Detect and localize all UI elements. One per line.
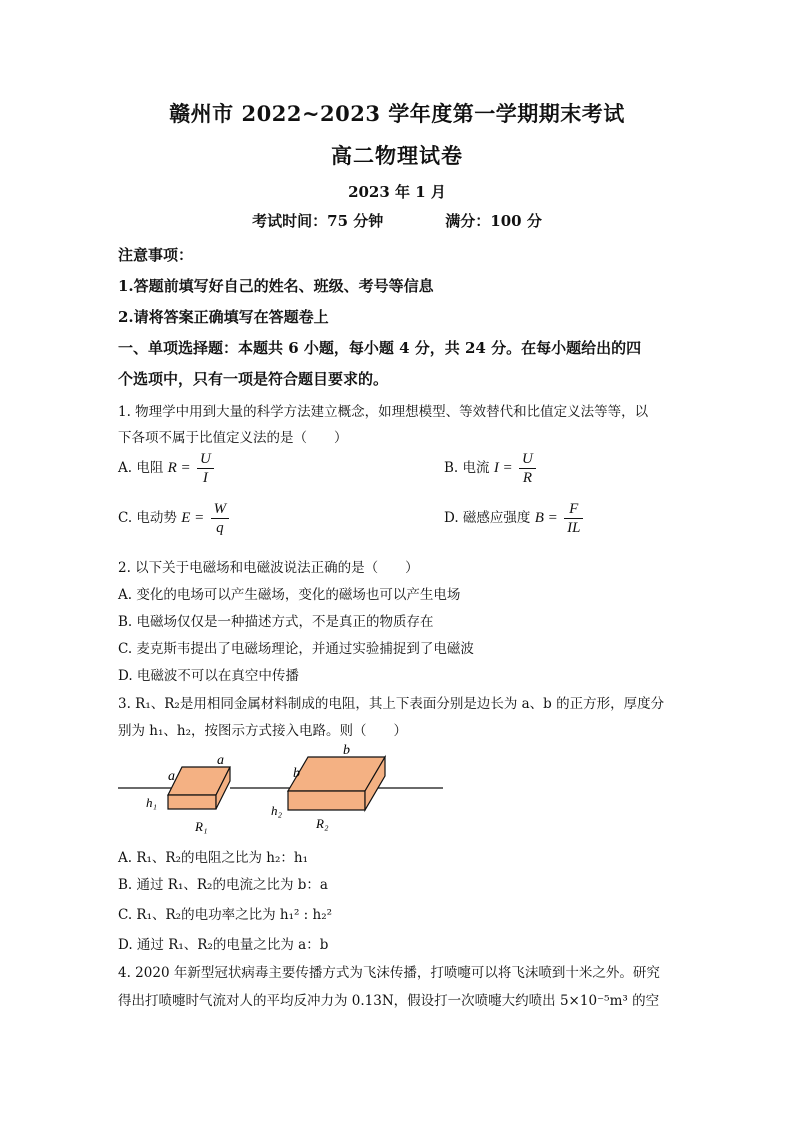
- q1-option-a: A. 电阻 R = $\frac{U}{I}$: [118, 450, 214, 487]
- section1-heading-line1: 一、单项选择题：本题共 6 小题，每小题 4 分，共 24 分。在每小题给出的四: [118, 339, 642, 357]
- q3-resistor-diagram: [118, 740, 448, 840]
- q1-stem-line1: 1. 物理学中用到大量的科学方法建立概念，如理想模型、等效替代和比值定义法等等，以: [118, 404, 649, 420]
- q2-option-d: D. 电磁波不可以在真空中传播: [118, 668, 299, 684]
- label-r2: R₂: [316, 816, 329, 831]
- label-a-top: a: [217, 753, 224, 768]
- exam-title: 赣州市 2022~2023 学年度第一学期期末考试: [169, 101, 625, 126]
- q3-stem-line2: 别为 h₁、h₂，按图示方式接入电路。则（ ）: [118, 723, 408, 739]
- q1-stem-line2: 下各项不属于比值定义法的是（ ）: [118, 430, 348, 446]
- exam-date: 2023 年 1 月: [348, 183, 446, 201]
- q3-option-a: A. R₁、R₂的电阻之比为 h₂：h₁: [118, 850, 308, 866]
- label-h2: h₂: [271, 803, 283, 818]
- q3-stem-line1: 3. R₁、R₂是用相同金属材料制成的电阻，其上下表面分别是边长为 a、b 的正方形，厚度分: [118, 696, 665, 712]
- q2-stem: 2. 以下关于电磁场和电磁波说法正确的是（ ）: [118, 560, 419, 576]
- label-r1: R₁: [195, 819, 208, 834]
- q4-stem-line2: 得出打喷嚏时气流对人的平均反冲力为 0.13N，假设打一次喷嚏大约喷出 5×10⁻⁵m³ 的空: [118, 993, 660, 1009]
- q4-stem-line1: 4. 2020 年新型冠状病毒主要传播方式为飞沫传播，打喷嚏可以将飞沫喷到十米之外。研究: [118, 965, 660, 981]
- label-h1: h₁: [146, 795, 158, 810]
- notes-heading: 注意事项：: [118, 246, 194, 264]
- resistor-r1-block: [168, 767, 230, 809]
- q1-option-b: B. 电流 I = $\frac{U}{R}$: [444, 450, 536, 487]
- q1-option-d: D. 磁感应强度 B = $\frac{F}{IL}$: [444, 500, 583, 537]
- exam-time: 考试时间：75 分钟: [252, 212, 384, 230]
- label-b-side: b: [293, 766, 300, 781]
- section1-heading-line2: 个选项中，只有一项是符合题目要求的。: [118, 370, 389, 388]
- exam-score: 满分：100 分: [445, 212, 542, 230]
- q2-option-b: B. 电磁场仅仅是一种描述方式，不是真正的物质存在: [118, 614, 434, 630]
- notes-item-2: 2.请将答案正确填写在答题卷上: [118, 308, 329, 326]
- q3-option-b: B. 通过 R₁、R₂的电流之比为 b：a: [118, 877, 328, 893]
- resistor-r2-block: [288, 757, 385, 810]
- label-a-side: a: [168, 769, 175, 784]
- exam-subtitle: 高二物理试卷: [331, 143, 463, 168]
- label-b-top: b: [343, 743, 350, 758]
- notes-item-1: 1.答题前填写好自己的姓名、班级、考号等信息: [118, 277, 434, 295]
- q1-option-c: C. 电动势 E = $\frac{W}{q}$: [118, 500, 229, 537]
- exam-info: [0, 210, 794, 231]
- q2-option-c: C. 麦克斯韦提出了电磁场理论，并通过实验捕捉到了电磁波: [118, 641, 474, 657]
- q2-option-a: A. 变化的电场可以产生磁场，变化的磁场也可以产生电场: [118, 587, 461, 603]
- q3-option-d: D. 通过 R₁、R₂的电量之比为 a：b: [118, 937, 329, 953]
- q3-option-c: C. R₁、R₂的电功率之比为 h₁² : h₂²: [118, 907, 333, 923]
